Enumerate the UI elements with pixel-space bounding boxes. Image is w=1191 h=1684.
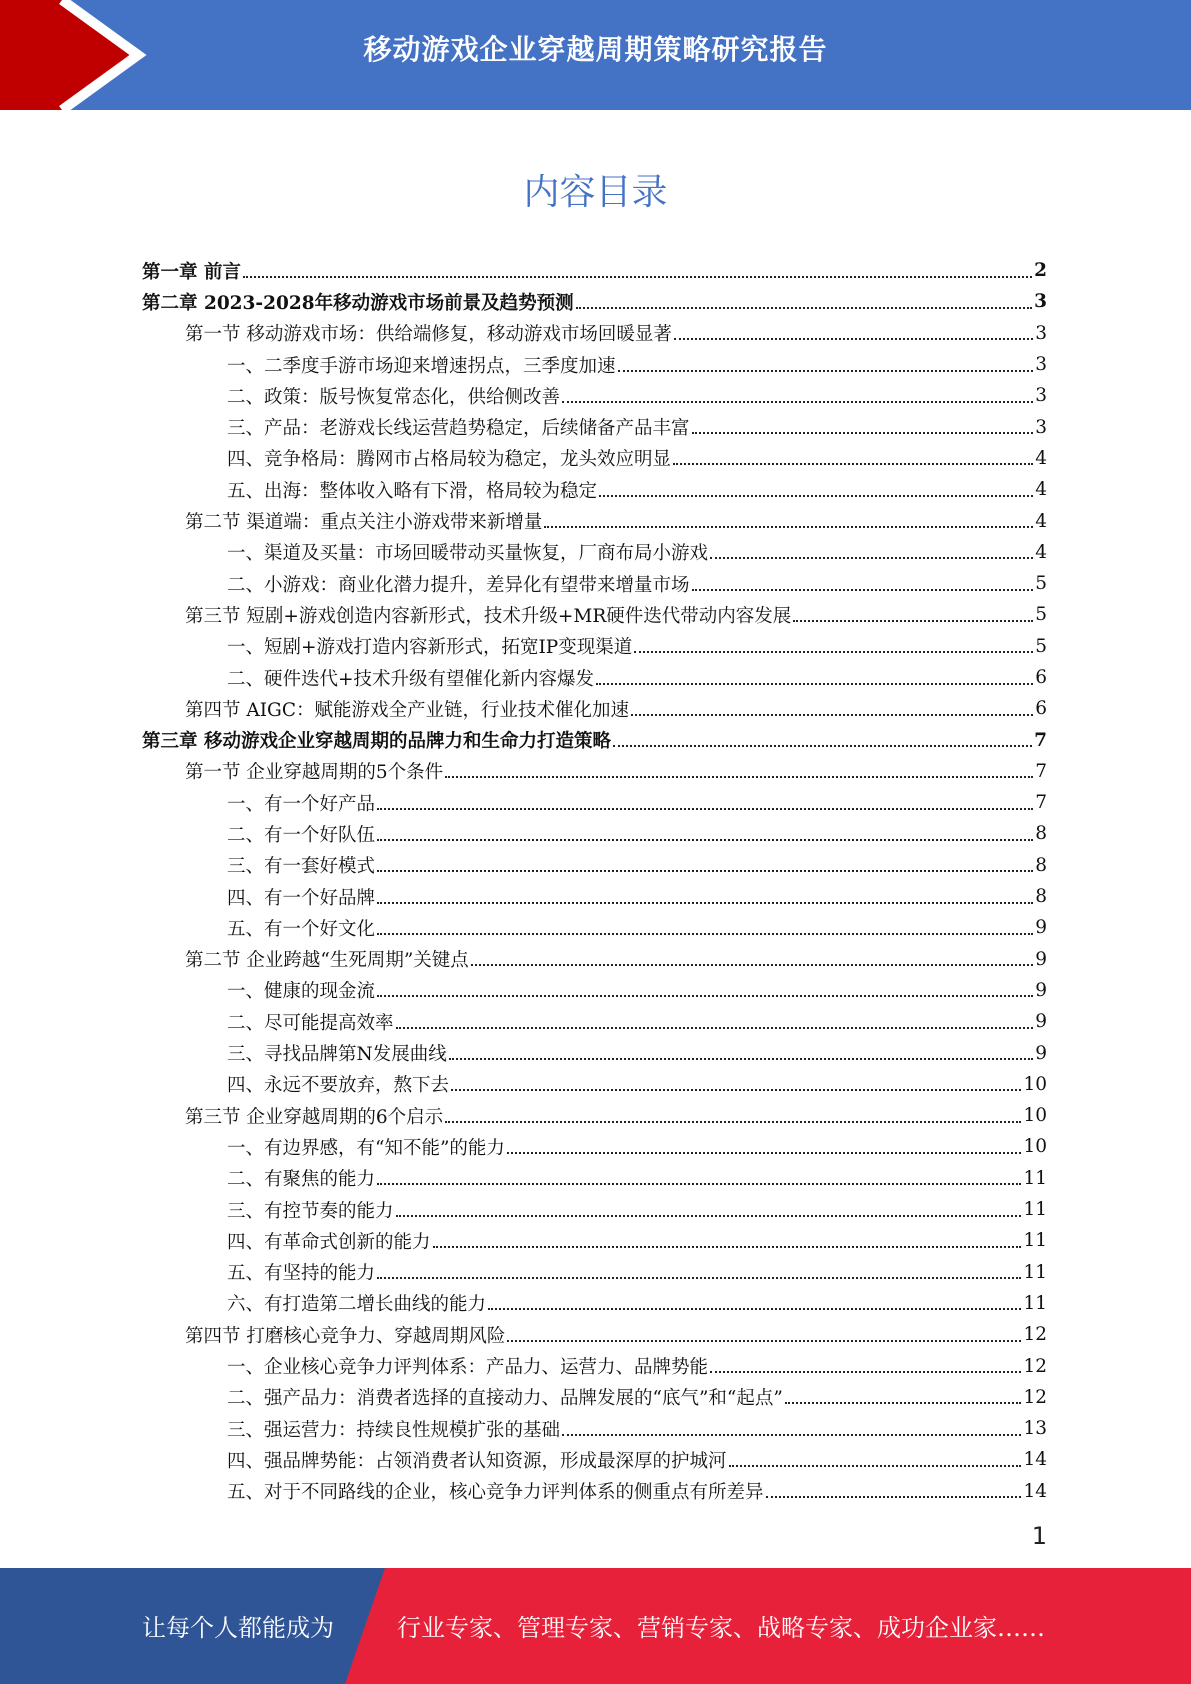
- toc-entry-page: 11: [1023, 1230, 1047, 1252]
- toc-dot-leader: [673, 463, 1033, 465]
- toc-heading: 内容目录: [523, 172, 668, 213]
- toc-entry-title: 第三节 企业穿越周期的6个启示: [185, 1106, 444, 1128]
- toc-entry-page: 3: [1035, 354, 1047, 376]
- toc-entry[interactable]: [142, 474, 1047, 505]
- toc-entry-title: 二、有一个好队伍: [227, 824, 376, 846]
- toc-dot-leader: [396, 1215, 1022, 1217]
- page-header: [0, 0, 1191, 110]
- toc-entry-page: 11: [1023, 1199, 1047, 1221]
- toc-entry[interactable]: [142, 1350, 1047, 1381]
- toc-entry[interactable]: [142, 724, 1047, 755]
- toc-entry-page: 10: [1023, 1136, 1047, 1158]
- toc-entry-title: 三、产品：老游戏长线运营趋势稳定，后续储备产品丰富: [227, 418, 690, 440]
- toc-entry-title: 四、有一个好品牌: [227, 887, 376, 909]
- toc-entry-page: 12: [1023, 1386, 1047, 1408]
- toc-entry-title: 第一节 移动游戏市场：供给端修复，移动游戏市场回暖显著: [185, 324, 672, 346]
- toc-entry-title: 二、尽可能提高效率: [227, 1012, 394, 1034]
- toc-dot-leader: [377, 995, 1033, 997]
- report-title: 移动游戏企业穿越周期策略研究报告: [363, 33, 828, 66]
- toc-dot-leader: [451, 1089, 1021, 1091]
- toc-entry-page: 5: [1035, 604, 1047, 626]
- toc-entry-page: 4: [1035, 479, 1047, 501]
- toc-entry-page: 4: [1035, 510, 1047, 532]
- toc-dot-leader: [377, 1183, 1021, 1185]
- toc-entry[interactable]: [142, 1382, 1047, 1413]
- toc-dot-leader: [692, 589, 1034, 591]
- toc-entry[interactable]: [142, 1476, 1047, 1507]
- toc-entry[interactable]: [142, 1225, 1047, 1256]
- toc-entry-title: 第二章 2023-2028年移动游戏市场前景及趋势预测: [142, 292, 574, 314]
- toc-entry[interactable]: [142, 568, 1047, 599]
- toc-dot-leader: [445, 776, 1033, 778]
- toc-dot-leader: [544, 526, 1033, 528]
- toc-entry[interactable]: [142, 944, 1047, 975]
- toc-entry[interactable]: [142, 1131, 1047, 1162]
- toc-entry-page: 3: [1035, 322, 1047, 344]
- toc-entry-page: 8: [1035, 854, 1047, 876]
- toc-entry-title: 第一节 企业穿越周期的5个条件: [185, 762, 444, 784]
- toc-entry-page: 9: [1035, 979, 1047, 1001]
- toc-dot-leader: [576, 307, 1033, 309]
- toc-dot-leader: [729, 1465, 1022, 1467]
- toc-dot-leader: [445, 1121, 1021, 1123]
- toc-dot-leader: [449, 1058, 1034, 1060]
- toc-entry-page: 13: [1023, 1418, 1047, 1440]
- toc-entry-title: 三、有一套好模式: [227, 856, 376, 878]
- toc-entry-title: 五、出海：整体收入略有下滑，格局较为稳定: [227, 480, 598, 502]
- table-of-contents: [142, 255, 1047, 1507]
- toc-entry[interactable]: [142, 881, 1047, 912]
- toc-entry-title: 三、寻找品牌第N发展曲线: [227, 1044, 447, 1066]
- toc-entry-title: 五、对于不同路线的企业，核心竞争力评判体系的侧重点有所差异: [227, 1482, 764, 1504]
- toc-dot-leader: [692, 432, 1034, 434]
- toc-entry[interactable]: [142, 1319, 1047, 1350]
- toc-dot-leader: [377, 1277, 1021, 1279]
- toc-entry[interactable]: [142, 286, 1047, 317]
- toc-entry-page: 9: [1035, 917, 1047, 939]
- toc-entry[interactable]: [142, 349, 1047, 380]
- toc-entry-page: 11: [1023, 1292, 1047, 1314]
- toc-entry-title: 五、有坚持的能力: [227, 1263, 376, 1285]
- toc-entry-page: 9: [1035, 948, 1047, 970]
- toc-entry-page: 5: [1035, 573, 1047, 595]
- toc-entry-title: 第二节 渠道端：重点关注小游戏带来新增量: [185, 512, 543, 534]
- toc-entry-page: 9: [1035, 1011, 1047, 1033]
- toc-entry[interactable]: [142, 912, 1047, 943]
- toc-entry[interactable]: [142, 975, 1047, 1006]
- toc-entry-title: 五、有一个好文化: [227, 918, 376, 940]
- toc-entry[interactable]: [142, 1444, 1047, 1475]
- toc-dot-leader: [631, 714, 1033, 716]
- toc-entry[interactable]: [142, 818, 1047, 849]
- toc-dot-leader: [674, 338, 1033, 340]
- toc-entry[interactable]: [142, 1100, 1047, 1131]
- toc-entry-page: 8: [1035, 886, 1047, 908]
- toc-entry[interactable]: [142, 756, 1047, 787]
- toc-entry-title: 一、二季度手游市场迎来增速拐点，三季度加速: [227, 355, 616, 377]
- page-footer: [0, 1568, 1191, 1684]
- toc-dot-leader: [377, 839, 1033, 841]
- toc-entry-page: 11: [1023, 1167, 1047, 1189]
- toc-entry[interactable]: [142, 662, 1047, 693]
- toc-dot-leader: [507, 1152, 1022, 1154]
- toc-entry[interactable]: [142, 1194, 1047, 1225]
- toc-entry[interactable]: [142, 318, 1047, 349]
- toc-dot-leader: [793, 620, 1033, 622]
- toc-dot-leader: [634, 651, 1033, 653]
- footer-slogan-right: 行业专家、管理专家、营销专家、战略专家、成功企业家……: [397, 1614, 1045, 1642]
- page-number: 1: [1031, 1522, 1047, 1550]
- toc-entry-page: 6: [1035, 667, 1047, 688]
- toc-entry-page: 4: [1035, 541, 1047, 563]
- toc-entry-title: 四、有革命式创新的能力: [227, 1231, 431, 1253]
- toc-entry-page: 12: [1023, 1355, 1047, 1377]
- toc-entry[interactable]: [142, 443, 1047, 474]
- toc-entry[interactable]: [142, 1288, 1047, 1319]
- toc-entry-title: 三、有控节奏的能力: [227, 1200, 394, 1222]
- toc-entry-page: 11: [1023, 1261, 1047, 1283]
- toc-entry[interactable]: [142, 537, 1047, 568]
- toc-entry[interactable]: [142, 1163, 1047, 1194]
- toc-entry[interactable]: [142, 505, 1047, 536]
- toc-entry-page: 12: [1023, 1324, 1047, 1346]
- toc-entry-page: 3: [1035, 416, 1047, 438]
- toc-entry-page: 10: [1023, 1073, 1047, 1095]
- toc-entry-title: 第三章 移动游戏企业穿越周期的品牌力和生命力打造策略: [142, 731, 611, 753]
- toc-entry-page: 4: [1035, 447, 1047, 469]
- toc-entry-title: 二、硬件迭代+技术升级有望催化新内容爆发: [227, 668, 595, 690]
- toc-dot-leader: [507, 1340, 1021, 1342]
- toc-entry[interactable]: [142, 1069, 1047, 1100]
- toc-dot-leader: [377, 933, 1033, 935]
- toc-dot-leader: [471, 964, 1033, 966]
- toc-entry-title: 第三节 短剧+游戏创造内容新形式，技术升级+MR硬件迭代带动内容发展: [185, 605, 792, 627]
- toc-entry-page: 7: [1035, 792, 1047, 814]
- toc-dot-leader: [785, 1402, 1022, 1404]
- toc-entry[interactable]: [142, 1006, 1047, 1037]
- toc-entry-title: 一、渠道及买量：市场回暖带动买量恢复，厂商布局小游戏: [227, 543, 709, 565]
- toc-entry-page: 14: [1023, 1449, 1047, 1471]
- toc-entry-title: 四、强品牌势能：占领消费者认知资源，形成最深厚的护城河: [227, 1450, 727, 1472]
- toc-entry[interactable]: [142, 380, 1047, 411]
- toc-entry[interactable]: [142, 850, 1047, 881]
- toc-entry[interactable]: [142, 255, 1047, 286]
- toc-entry-title: 第四节 AIGC：赋能游戏全产业链，行业技术催化加速: [185, 699, 629, 721]
- toc-dot-leader: [613, 745, 1032, 747]
- toc-dot-leader: [562, 1434, 1021, 1436]
- toc-entry-page: 8: [1035, 823, 1047, 845]
- toc-dot-leader: [377, 870, 1033, 872]
- toc-dot-leader: [377, 808, 1033, 810]
- toc-dot-leader: [488, 1308, 1021, 1310]
- toc-entry-title: 二、小游戏：商业化潜力提升，差异化有望带来增量市场: [227, 574, 690, 596]
- toc-entry-title: 一、有一个好产品: [227, 793, 376, 815]
- toc-entry-title: 第四节 打磨核心竞争力、穿越周期风险: [185, 1325, 506, 1347]
- toc-entry[interactable]: [142, 693, 1047, 724]
- toc-dot-leader: [710, 1371, 1021, 1373]
- toc-dot-leader: [562, 401, 1033, 403]
- toc-entry-page: 7: [1034, 729, 1047, 751]
- toc-entry[interactable]: [142, 599, 1047, 630]
- toc-entry-title: 六、有打造第二增长曲线的能力: [227, 1294, 487, 1316]
- toc-entry[interactable]: [142, 787, 1047, 818]
- toc-entry[interactable]: [142, 1037, 1047, 1068]
- toc-entry-page: 7: [1035, 760, 1047, 782]
- toc-dot-leader: [710, 557, 1033, 559]
- toc-entry-title: 二、强产品力：消费者选择的直接动力、品牌发展的“底气”和“起点”: [227, 1388, 783, 1410]
- toc-dot-leader: [599, 495, 1033, 497]
- toc-entry-page: 2: [1034, 260, 1047, 282]
- toc-entry[interactable]: [142, 1257, 1047, 1288]
- toc-entry-title: 第二节 企业跨越“生死周期”关键点: [185, 950, 469, 972]
- toc-dot-leader: [766, 1496, 1022, 1498]
- toc-entry[interactable]: [142, 631, 1047, 662]
- toc-dot-leader: [377, 902, 1033, 904]
- footer-slogan-left: 让每个人都能成为: [142, 1614, 334, 1642]
- toc-entry-page: 14: [1023, 1480, 1047, 1502]
- toc-entry[interactable]: [142, 411, 1047, 442]
- toc-entry-page: 6: [1035, 698, 1047, 720]
- toc-dot-leader: [433, 1246, 1022, 1248]
- toc-dot-leader: [243, 276, 1032, 278]
- toc-dot-leader: [618, 370, 1034, 372]
- toc-entry-title: 四、永远不要放弃，熬下去: [227, 1075, 450, 1097]
- toc-entry-page: 5: [1035, 635, 1047, 657]
- toc-dot-leader: [396, 1027, 1034, 1029]
- toc-entry-title: 一、健康的现金流: [227, 981, 376, 1003]
- toc-entry-title: 一、有边界感，有“知不能”的能力: [227, 1137, 505, 1159]
- toc-entry-page: 10: [1023, 1105, 1047, 1127]
- toc-entry-title: 二、有聚焦的能力: [227, 1169, 376, 1191]
- toc-entry-title: 一、企业核心竞争力评判体系：产品力、运营力、品牌势能: [227, 1357, 709, 1379]
- toc-entry-page: 3: [1034, 291, 1047, 313]
- toc-entry-title: 第一章 前言: [142, 261, 241, 283]
- toc-entry-title: 一、短剧+游戏打造内容新形式，拓宽IP变现渠道: [227, 637, 633, 659]
- toc-dot-leader: [596, 683, 1033, 685]
- toc-entry[interactable]: [142, 1413, 1047, 1444]
- toc-entry-title: 二、政策：版号恢复常态化，供给侧改善: [227, 386, 561, 408]
- toc-entry-page: 3: [1035, 385, 1047, 407]
- toc-entry-title: 四、竞争格局：腾网市占格局较为稳定，龙头效应明显: [227, 449, 672, 471]
- toc-entry-title: 三、强运营力：持续良性规模扩张的基础: [227, 1419, 561, 1441]
- toc-entry-page: 9: [1035, 1042, 1047, 1064]
